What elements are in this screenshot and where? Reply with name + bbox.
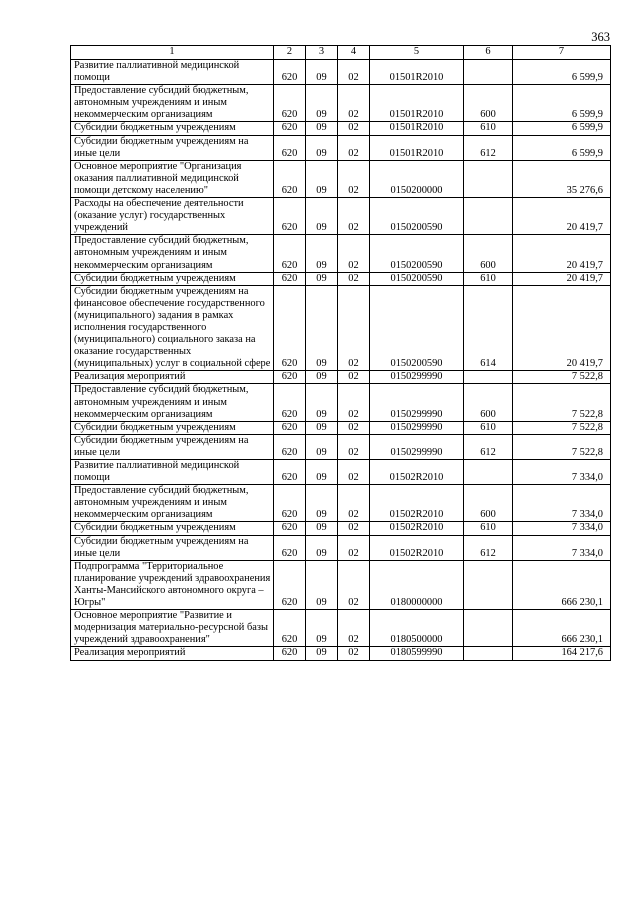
table-row <box>71 460 611 485</box>
subsection-code-cell: 02 <box>338 85 370 122</box>
ministry-code-cell: 620 <box>274 135 306 160</box>
expense-type-code-cell: 600 <box>464 485 513 522</box>
expense-type-code-cell: 612 <box>464 535 513 560</box>
subsection-code-cell: 02 <box>338 272 370 285</box>
table-row <box>71 535 611 560</box>
expense-name-cell: Подпрограмма "Территориальное планирование учреждений здравоохранения Ханты-Мансийского автономного округа – Югры" <box>71 560 274 609</box>
column-header: 2 <box>274 46 306 60</box>
amount-cell: 6 599,9 <box>513 135 611 160</box>
section-code-cell: 09 <box>306 522 338 535</box>
subsection-code-cell: 02 <box>338 647 370 660</box>
amount-cell: 666 230,1 <box>513 560 611 609</box>
subsection-code-cell: 02 <box>338 485 370 522</box>
ministry-code-cell: 620 <box>274 610 306 647</box>
expense-type-code-cell <box>464 647 513 660</box>
table-row <box>71 421 611 434</box>
subsection-code-cell: 02 <box>338 235 370 272</box>
table-row <box>71 285 611 371</box>
expense-name-cell: Субсидии бюджетным учреждениям на иные цели <box>71 135 274 160</box>
expense-type-code-cell: 612 <box>464 135 513 160</box>
target-article-code-cell: 0180500000 <box>370 610 464 647</box>
subsection-code-cell: 02 <box>338 535 370 560</box>
ministry-code-cell: 620 <box>274 522 306 535</box>
subsection-code-cell: 02 <box>338 60 370 85</box>
amount-cell: 20 419,7 <box>513 198 611 235</box>
target-article-code-cell: 01501R2010 <box>370 85 464 122</box>
amount-cell: 20 419,7 <box>513 235 611 272</box>
expense-name-cell: Субсидии бюджетным учреждениям <box>71 522 274 535</box>
target-article-code-cell: 0150200590 <box>370 285 464 371</box>
expense-name-cell: Субсидии бюджетным учреждениям <box>71 272 274 285</box>
target-article-code-cell: 0150200590 <box>370 235 464 272</box>
target-article-code-cell: 0150299990 <box>370 384 464 421</box>
ministry-code-cell: 620 <box>274 285 306 371</box>
expense-type-code-cell: 612 <box>464 434 513 459</box>
expense-name-cell: Развитие паллиативной медицинской помощи <box>71 60 274 85</box>
ministry-code-cell: 620 <box>274 371 306 384</box>
target-article-code-cell: 01501R2010 <box>370 122 464 135</box>
table-row <box>71 272 611 285</box>
column-header: 6 <box>464 46 513 60</box>
ministry-code-cell: 620 <box>274 198 306 235</box>
expense-type-code-cell <box>464 460 513 485</box>
amount-cell: 20 419,7 <box>513 285 611 371</box>
amount-cell: 7 522,8 <box>513 371 611 384</box>
target-article-code-cell: 0150200000 <box>370 160 464 197</box>
table-row <box>71 60 611 85</box>
table-row <box>71 610 611 647</box>
table-row <box>71 135 611 160</box>
amount-cell: 6 599,9 <box>513 122 611 135</box>
section-code-cell: 09 <box>306 485 338 522</box>
page-number: 363 <box>591 30 610 44</box>
amount-cell: 7 334,0 <box>513 535 611 560</box>
subsection-code-cell: 02 <box>338 460 370 485</box>
amount-cell: 6 599,9 <box>513 85 611 122</box>
expense-name-cell: Расходы на обеспечение деятельности (оказание услуг) государственных учреждений <box>71 198 274 235</box>
target-article-code-cell: 0150299990 <box>370 371 464 384</box>
column-header: 1 <box>71 46 274 60</box>
table-row <box>71 434 611 459</box>
target-article-code-cell: 01502R2010 <box>370 522 464 535</box>
section-code-cell: 09 <box>306 460 338 485</box>
section-code-cell: 09 <box>306 235 338 272</box>
expense-name-cell: Предоставление субсидий бюджетным, автономным учреждениям и иным некоммерческим организациям <box>71 485 274 522</box>
amount-cell: 666 230,1 <box>513 610 611 647</box>
section-code-cell: 09 <box>306 384 338 421</box>
target-article-code-cell: 0150299990 <box>370 421 464 434</box>
expense-type-code-cell <box>464 610 513 647</box>
subsection-code-cell: 02 <box>338 421 370 434</box>
expense-name-cell: Субсидии бюджетным учреждениям на иные цели <box>71 434 274 459</box>
subsection-code-cell: 02 <box>338 160 370 197</box>
ministry-code-cell: 620 <box>274 460 306 485</box>
table-row <box>71 371 611 384</box>
amount-cell: 6 599,9 <box>513 60 611 85</box>
ministry-code-cell: 620 <box>274 122 306 135</box>
table-row <box>71 485 611 522</box>
expense-name-cell: Субсидии бюджетным учреждениям <box>71 122 274 135</box>
expense-type-code-cell <box>464 560 513 609</box>
section-code-cell: 09 <box>306 272 338 285</box>
ministry-code-cell: 620 <box>274 272 306 285</box>
amount-cell: 35 276,6 <box>513 160 611 197</box>
expense-type-code-cell <box>464 198 513 235</box>
section-code-cell: 09 <box>306 610 338 647</box>
subsection-code-cell: 02 <box>338 135 370 160</box>
section-code-cell: 09 <box>306 535 338 560</box>
expense-type-code-cell: 610 <box>464 421 513 434</box>
column-header: 7 <box>513 46 611 60</box>
amount-cell: 7 522,8 <box>513 421 611 434</box>
subsection-code-cell: 02 <box>338 560 370 609</box>
expense-type-code-cell: 610 <box>464 522 513 535</box>
subsection-code-cell: 02 <box>338 285 370 371</box>
table-row <box>71 198 611 235</box>
section-code-cell: 09 <box>306 647 338 660</box>
table-row <box>71 160 611 197</box>
section-code-cell: 09 <box>306 160 338 197</box>
expense-type-code-cell: 610 <box>464 122 513 135</box>
expense-type-code-cell: 614 <box>464 285 513 371</box>
expense-type-code-cell: 610 <box>464 272 513 285</box>
amount-cell: 7 334,0 <box>513 460 611 485</box>
ministry-code-cell: 620 <box>274 485 306 522</box>
expense-name-cell: Развитие паллиативной медицинской помощи <box>71 460 274 485</box>
expense-name-cell: Реализация мероприятий <box>71 647 274 660</box>
budget-table <box>70 45 611 661</box>
target-article-code-cell: 01501R2010 <box>370 60 464 85</box>
ministry-code-cell: 620 <box>274 384 306 421</box>
ministry-code-cell: 620 <box>274 160 306 197</box>
ministry-code-cell: 620 <box>274 647 306 660</box>
amount-cell: 7 522,8 <box>513 434 611 459</box>
expense-name-cell: Предоставление субсидий бюджетным, автономным учреждениям и иным некоммерческим организациям <box>71 85 274 122</box>
ministry-code-cell: 620 <box>274 235 306 272</box>
target-article-code-cell: 01502R2010 <box>370 535 464 560</box>
expense-type-code-cell <box>464 60 513 85</box>
target-article-code-cell: 01502R2010 <box>370 485 464 522</box>
target-article-code-cell: 0150200590 <box>370 272 464 285</box>
ministry-code-cell: 620 <box>274 434 306 459</box>
amount-cell: 7 334,0 <box>513 485 611 522</box>
subsection-code-cell: 02 <box>338 371 370 384</box>
ministry-code-cell: 620 <box>274 535 306 560</box>
target-article-code-cell: 0180599990 <box>370 647 464 660</box>
ministry-code-cell: 620 <box>274 60 306 85</box>
target-article-code-cell: 01502R2010 <box>370 460 464 485</box>
subsection-code-cell: 02 <box>338 384 370 421</box>
section-code-cell: 09 <box>306 85 338 122</box>
section-code-cell: 09 <box>306 434 338 459</box>
expense-name-cell: Основное мероприятие "Развитие и модернизация материально-ресурсной базы учреждений здравоохранения" <box>71 610 274 647</box>
target-article-code-cell: 01501R2010 <box>370 135 464 160</box>
section-code-cell: 09 <box>306 285 338 371</box>
expense-type-code-cell: 600 <box>464 85 513 122</box>
table-header-row <box>71 46 611 60</box>
expense-name-cell: Субсидии бюджетным учреждениям <box>71 421 274 434</box>
section-code-cell: 09 <box>306 198 338 235</box>
table-row <box>71 85 611 122</box>
amount-cell: 7 522,8 <box>513 384 611 421</box>
table-row <box>71 647 611 660</box>
amount-cell: 164 217,6 <box>513 647 611 660</box>
subsection-code-cell: 02 <box>338 610 370 647</box>
ministry-code-cell: 620 <box>274 85 306 122</box>
section-code-cell: 09 <box>306 560 338 609</box>
expense-name-cell: Предоставление субсидий бюджетным, автономным учреждениям и иным некоммерческим организациям <box>71 384 274 421</box>
ministry-code-cell: 620 <box>274 421 306 434</box>
table-row <box>71 522 611 535</box>
subsection-code-cell: 02 <box>338 434 370 459</box>
section-code-cell: 09 <box>306 60 338 85</box>
table-row <box>71 384 611 421</box>
expense-name-cell: Предоставление субсидий бюджетным, автономным учреждениям и иным некоммерческим организациям <box>71 235 274 272</box>
section-code-cell: 09 <box>306 371 338 384</box>
table-row <box>71 122 611 135</box>
subsection-code-cell: 02 <box>338 198 370 235</box>
section-code-cell: 09 <box>306 135 338 160</box>
expense-type-code-cell <box>464 371 513 384</box>
amount-cell: 7 334,0 <box>513 522 611 535</box>
column-header: 3 <box>306 46 338 60</box>
section-code-cell: 09 <box>306 122 338 135</box>
ministry-code-cell: 620 <box>274 560 306 609</box>
target-article-code-cell: 0150200590 <box>370 198 464 235</box>
section-code-cell: 09 <box>306 421 338 434</box>
table-row <box>71 235 611 272</box>
target-article-code-cell: 0150299990 <box>370 434 464 459</box>
expense-name-cell: Субсидии бюджетным учреждениям на финансовое обеспечение государственного (муниципального) задания в рамках исполнения государственного (муниципального) социального заказа на оказание государственных (муниципальных) услуг в социальной сфере <box>71 285 274 371</box>
expense-type-code-cell: 600 <box>464 235 513 272</box>
target-article-code-cell: 0180000000 <box>370 560 464 609</box>
expense-type-code-cell <box>464 160 513 197</box>
expense-type-code-cell: 600 <box>464 384 513 421</box>
expense-name-cell: Субсидии бюджетным учреждениям на иные цели <box>71 535 274 560</box>
expense-name-cell: Реализация мероприятий <box>71 371 274 384</box>
subsection-code-cell: 02 <box>338 522 370 535</box>
subsection-code-cell: 02 <box>338 122 370 135</box>
amount-cell: 20 419,7 <box>513 272 611 285</box>
column-header: 4 <box>338 46 370 60</box>
column-header: 5 <box>370 46 464 60</box>
table-row <box>71 560 611 609</box>
expense-name-cell: Основное мероприятие "Организация оказания паллиативной медицинской помощи детскому населению" <box>71 160 274 197</box>
